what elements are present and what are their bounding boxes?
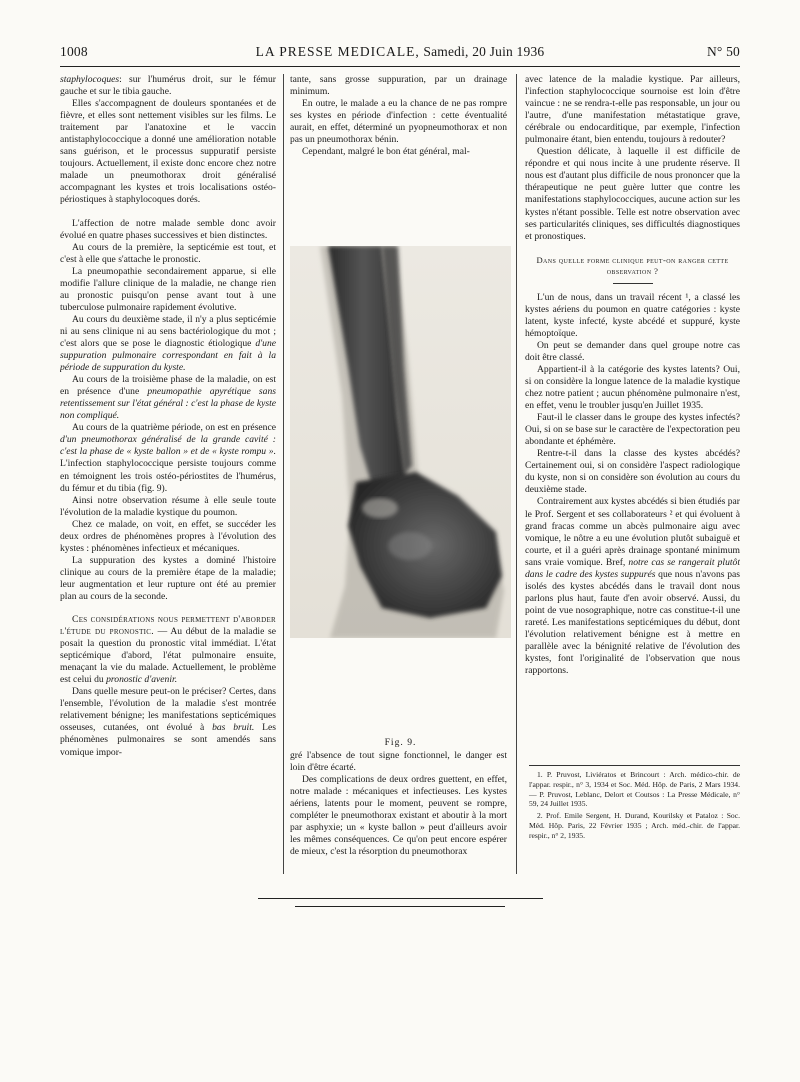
italic-text: notre cas se rangerait plutôt dans le cadre des kystes suppurés bbox=[525, 556, 740, 580]
paragraph: tante, sans grosse suppuration, par un drainage minimum. bbox=[290, 74, 507, 98]
paragraph: L'affection de notre malade semble donc avoir évolué en quatre phases successives et bien distinctes. bbox=[60, 217, 276, 241]
issue-number: N° 50 bbox=[706, 44, 740, 59]
paragraph: La pneumopathie secondairement apparue, si elle modifie l'allure clinique de la maladie, ne change rien au pronostic puisqu'on pense avant tout à une tuberculose pulmonaire rapidement évolutive. bbox=[60, 265, 276, 313]
footnote: 1. P. Pruvost, Liviératos et Brincourt : Arch. médico-chir. de l'appar. respir., n° 3, 1934 et Soc. Méd. Hôp. de Paris, 2 Mars 1934. — P. Pruvost, Leblanc, Delort et Coutsos : La Presse Médicale, n° 59, 24 Juillet 1935. bbox=[529, 770, 740, 809]
column-3 bbox=[525, 74, 740, 749]
footnote: 2. Prof. Emile Sergent, H. Durand, Kourilsky et Pataloz : Soc. Méd. Hôp. Paris, 22 Février 1935 ; Arch. méd.-chir. de l'appar. respir., n° 2, 1935. bbox=[529, 811, 740, 840]
italic-text: pronostic d'avenir. bbox=[106, 674, 178, 686]
column-2-top bbox=[290, 74, 507, 254]
spacer bbox=[60, 207, 276, 218]
column-2-bottom bbox=[290, 750, 507, 870]
paragraph: Au cours de la première, la septicémie est tout, et c'est à elle que s'attache le pronostic. bbox=[60, 241, 276, 265]
paragraph bbox=[60, 374, 276, 422]
text: Au cours de la troisième phase de la maladie, on est en présence d'une bbox=[60, 374, 276, 398]
footnotes bbox=[529, 770, 740, 843]
text: Au cours du deuxième stade, il n'y a plus septicémie ni au sens clinique ni au sens bactériologique du mot ; c'est alors que se pose le diagnostic étiologique bbox=[60, 313, 276, 349]
paragraph: Faut-il le classer dans le groupe des kystes infectés? Oui, si on se base sur le caractère de l'expectoration peu abondante et éphémère. bbox=[525, 412, 740, 448]
italic-text: d'une suppuration pulmonaire correspondant en fait à la période de suppuration du kyste. bbox=[60, 337, 276, 374]
spacer bbox=[60, 603, 276, 614]
paragraph: gré l'absence de tout signe fonctionnel, le danger est loin d'être écarté. bbox=[290, 750, 507, 774]
paragraph: Appartient-il à la catégorie des kystes latents? Oui, si on considère la longue latence de la maladie kystique chez notre patient ; aucun phénomène pulmonaire n'est, en effet, venu le troubler jusqu'en Juillet 1935. bbox=[525, 363, 740, 412]
italic-text: bas bruit. bbox=[212, 722, 255, 734]
header-rule bbox=[60, 66, 740, 67]
column-divider-left bbox=[283, 74, 284, 874]
paragraph: Des complications de deux ordres guettent, en effet, notre malade : mécaniques et infectieuses. Les kystes aériens, latents pour le moment, peuvent se rompre, compléter le pneumothorax existant et aboutir à la mort par asphyxie; un « kyste ballon » peut d'ailleurs avoir les mêmes conséquences. Ce qu'on peut encore espérer de mieux, c'est la résorption du pneumothorax bbox=[290, 774, 507, 858]
text: Dans quelle mesure peut-on le préciser? Certes, dans l'ensemble, l'évolution de la maladie s'est montrée relativement bénigne; les manifestations septicémiques osseuses, cutanées, ont évolué à bbox=[60, 686, 276, 734]
text: : sur l'humérus droit, sur le fémur gauche et sur le tibia gauche. bbox=[60, 74, 276, 98]
italic-text: staphylocoques bbox=[60, 74, 120, 85]
paragraph bbox=[60, 614, 276, 686]
footnote-rule bbox=[529, 765, 740, 766]
text: Au cours de la quatrième période, on est en présence bbox=[72, 422, 276, 434]
paragraph: Chez ce malade, on voit, en effet, se succéder les deux ordres de phénomènes propres à l'évolution des kystes : phénomènes infectieux et mécaniques. bbox=[60, 518, 276, 554]
page-end-rule bbox=[295, 906, 505, 907]
column-divider-right bbox=[516, 74, 517, 874]
section-lead: Ces considérations nous permettent d'aborder l'étude du pronostic. bbox=[60, 614, 276, 638]
paragraph: Elles s'accompagnent de douleurs spontanées et de fièvre, et elles sont nettement visibles sur les films. Le traitement par l'anatoxine et le vaccin antistaphylococcique a donné une amélioration notable sans guérison, et le processus suppuratif persiste toujours. Actuellement, il existe donc encore chez notre malade un pneumothorax droit généralisé accompagnant les kystes et trois localisations ostéo-périostiques à staphylocoques dorés. bbox=[60, 98, 276, 206]
paragraph bbox=[60, 422, 276, 494]
paragraph: Ainsi notre observation résume à elle seule toute l'évolution de la maladie kystique du poumon. bbox=[60, 494, 276, 518]
page-header bbox=[60, 44, 740, 64]
xray-image bbox=[290, 246, 511, 638]
journal-name: LA PRESSE MEDICALE, bbox=[255, 44, 420, 59]
italic-text: d'un pneumothorax généralisé de la grande cavité : c'est la phase de « kyste ballon » et de « kyste rompu ». bbox=[60, 434, 276, 458]
running-title bbox=[60, 44, 740, 60]
italic-text: pneumopathie apyrétique sans retentissement sur l'état général : c'est la phase de kyste non compliqué. bbox=[60, 386, 276, 422]
spacer bbox=[525, 243, 740, 249]
paragraph bbox=[60, 314, 276, 374]
paragraph: En outre, le malade a eu la chance de ne pas rompre ses kystes en période d'infection : cette éventualité aurait, en effet, déterminé un pyopneumothorax et non pas un pneumothorax bénin. bbox=[290, 98, 507, 146]
page-end-rule bbox=[258, 898, 543, 899]
text: — Au début de la maladie se posait la question du pronostic vital immédiat. L'état septicémique d'abord, l'état pulmonaire ensuite, menaçant la vie du malade. Actuellement, le problème est celui du bbox=[60, 626, 276, 686]
text: Les phénomènes pulmonaires se sont amendés sans vomique impor- bbox=[60, 722, 276, 758]
paragraph bbox=[60, 686, 276, 758]
section-heading: Dans quelle forme clinique peut-on ranger cette observation ? bbox=[536, 254, 729, 276]
column-1 bbox=[60, 74, 276, 864]
paragraph bbox=[60, 74, 276, 98]
paragraph: Cependant, malgré le bon état général, mal- bbox=[302, 146, 470, 158]
paragraph: On peut se demander dans quel groupe notre cas doit être classé. bbox=[525, 339, 740, 363]
paragraph: Question délicate, à laquelle il est difficile de répondre et qui nous incite à une prudente réserve. Il nous est d'autant plus difficile de nous prononcer que la thérapeutique ne peut guère lutter que contre les manifestations staphylococciques, aucune action sur les kystes n'étant possible. Telle est notre observation avec ses particularités cliniques, ses difficultés diagnostiques et pronostiques. bbox=[525, 146, 740, 242]
paragraph bbox=[525, 496, 740, 677]
paragraph: L'un de nous, dans un travail récent ¹, a classé les kystes aériens du poumon en quatre catégories : kyste latent, kyste infecté, kyste abcédé et suppuré, kyste hémoptoïque. bbox=[525, 291, 740, 339]
paragraph: La suppuration des kystes a dominé l'histoire clinique au cours de la première étape de la maladie; leur augmentation et leur rupture ont été au premier plan au cours de la seconde. bbox=[60, 554, 276, 602]
text: que nous n'avons pas isolés des kystes abcédés dans le travail dont nous parlons plus haut, faute d'en avoir observé. Aussi, du point de vue nosographique, notre cas constitue-t-il une rareté. Les manifestations septicémiques du début, dont l'évolution relativement bénigne est à mettre en parallèle avec la bénignité relative de l'évolution des kystes, font l'originalité de l'observation que nous rapportons. bbox=[525, 568, 740, 677]
text: Contrairement aux kystes abcédés si bien étudiés par le Prof. Sergent et ses collaborateurs ² et qui évoluent à grand fracas comme un abcès pulmonaire aigu avec vomique, le nôtre a eu une évolution plutôt subaiguë et courte, et il a guéri après drainage spontané minimum sans vraie vomique. Bref, bbox=[525, 496, 740, 568]
figure-caption: Fig. 9. bbox=[384, 737, 417, 748]
section-heading-rule bbox=[613, 283, 653, 284]
paragraph: Rentre-t-il dans la classe des kystes abcédés? Certainement oui, si on considère l'aspect radiologique du kyste, non si on considère son évolution au cours du deuxième stade. bbox=[525, 448, 740, 496]
issue-date: Samedi, 20 Juin 1936 bbox=[423, 44, 545, 59]
paragraph: avec latence de la maladie kystique. Par ailleurs, l'infection staphylococcique sournoise est loin d'être vaincue : ne se rendra-t-elle pas responsable, un jour ou l'autre, d'une manifestation métastatique grave, cérébrale ou endocarditique, par exemple, l'infection pulmonaire étant, bien entendu, toujours à redouter? bbox=[525, 74, 740, 146]
text: L'infection staphylococcique persiste toujours comme en témoignent les trois ostéo-périostites de l'humérus, du fémur et du tibia (fig. 9). bbox=[60, 458, 276, 494]
page-number: 1008 bbox=[60, 44, 88, 59]
radiograph-figure bbox=[290, 246, 511, 638]
